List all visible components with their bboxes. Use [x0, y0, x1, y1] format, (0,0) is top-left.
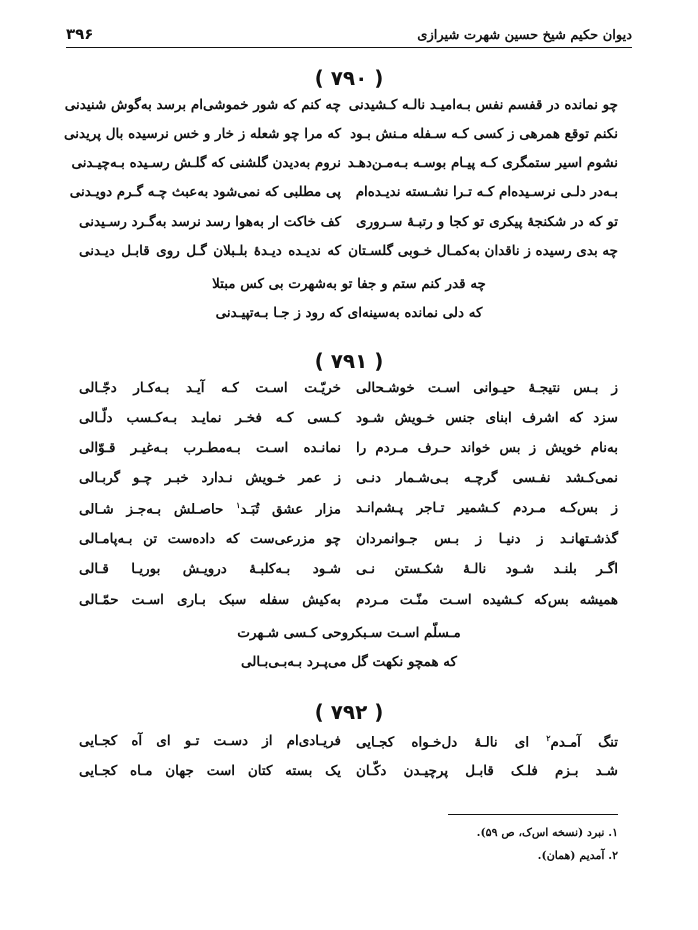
footnote: ۱. نبرد (نسخه اس‌ک، ص ۵۹).	[476, 826, 618, 839]
hemistich-first: چه بدی رسیده ز ناقدان به‌کمـال خـوبی گلسـتان	[348, 243, 618, 259]
poem-number: ( ۷۹۰ )	[314, 66, 384, 90]
running-title: دیوان حکیم شیخ حسین شهرت شیرازی	[417, 28, 632, 43]
hemistich-first: ز بـس نتیجـۀ حیـوانی اسـت خوشـحالی	[356, 380, 618, 396]
hemistich-first: به‌نام خویش ز بس خواند حـرف مـردم را	[356, 440, 618, 456]
hemistich-second: یک بسته کتان است جهان مـاه کجـایی	[79, 763, 341, 779]
closing-line: که دلی نمانده به‌سینه‌ای که رود ز جـا بـه‌تپیـدنی	[215, 305, 483, 321]
hemistich-first: نمی‌کـشد نفـسی گرچـه بـی‌شـمار دنـی	[356, 470, 618, 486]
hemistich-second: نروم به‌دیدن گلشنی که گلـش رسـیده بـه‌چیـدنی	[71, 155, 341, 171]
hemistich-first: بـه‌در دلـی نرسـیده‌ام کـه تـرا نشـسته ندیـده‌ام	[355, 184, 618, 200]
closing-line: چه قدر کنم ستم و جفا تو به‌شهرت بی کس مبتلا	[212, 276, 486, 292]
footnote-divider	[448, 814, 618, 815]
hemistich-first: تو که در شکنجۀ پیکری تو کجا و رتبـۀ سـروری	[356, 214, 618, 230]
hemistich-second: شـود بـه‌کلبـۀ درویـش بوریـا قـالی	[79, 561, 341, 577]
hemistich-first: شـد بـزم فلـک قابـل پرچیـدن دکّـان	[356, 763, 618, 779]
hemistich-first: نکنم توقع همرهی ز کسی کـه سـفله مـنش بـود	[350, 126, 618, 142]
hemistich-second: که مرا چو شعله ز خار و خس نرسیده بال پریدنی	[63, 126, 341, 142]
hemistich-second: کـسی کـه فخـر نمایـد بـه‌کـسب دلّـالی	[79, 410, 341, 426]
hemistich-second: پی مطلبی که نمی‌شود به‌عبث چـه گـرم دویـدنی	[69, 184, 341, 200]
hemistich-first: تنگ آمـدم$^۲$ ای نالـۀ دل‌خـواه کجـایی	[356, 733, 618, 751]
hemistich-first: نشوم اسیر ستمگری کـه پیـام بوسـه بـه‌مـن‌دهـد	[347, 155, 618, 171]
hemistich-second: فریـادی‌ام از دسـت تـو ای آه کجـایی	[79, 733, 341, 749]
hemistich-second: ز عمر خـویش نـدارد خبـر چـو گربـالی	[79, 470, 341, 486]
hemistich-first: اگـر بلنـد شـود نالـۀ شکـستن نـی	[356, 561, 618, 577]
hemistich-second: مزار عشق تُبَـد$^۱$ حاصـلش بـه‌جـز شـالی	[79, 500, 341, 518]
page-number: ۳۹۶	[66, 25, 94, 43]
poem-number: ( ۷۹۱ )	[314, 349, 384, 373]
hemistich-second: چو مزرعی‌ست که داده‌ست تن بـه‌پامـالی	[79, 531, 341, 547]
closing-line: که همچو نکهت گل می‌پـرد بـه‌بـی‌بـالی	[241, 654, 457, 670]
poem-number: ( ۷۹۲ )	[314, 700, 384, 724]
hemistich-first: چو نمانده در قفسم نفس بـه‌امیـد نالـه کـشیدنی	[348, 97, 618, 113]
hemistich-second: که ندیـده دیـدۀ بلـبلان گـل روی قابـل دیـدنی	[79, 243, 341, 259]
hemistich-first: سزد که اشرف ابنای جنس خـویش شـود	[356, 410, 618, 426]
hemistich-second: کف خاکت ار به‌هوا رسد نرسد به‌گـرد رسـیدنی	[79, 214, 341, 230]
footnote: ۲. آمدیم (همان).	[537, 849, 618, 862]
hemistich-second: به‌کیش سفله سبک بـاری اسـت حمّـالی	[79, 592, 341, 608]
hemistich-first: همیشه بس‌که کـشیده اسـت منّـت مـردم	[356, 592, 618, 608]
running-header	[66, 18, 632, 48]
hemistich-first: ز بس‌کـه مـردم کـشمیر تـاجر پـشم‌انـد	[356, 500, 618, 516]
closing-line: مـسلّم اسـت سـبکروحی کـسی شـهرت	[237, 625, 461, 641]
hemistich-second: خریّـت اسـت کـه آیـد بـه‌کـار دجّـالی	[79, 380, 341, 396]
hemistich-first: گذشـتهانـد ز دنیـا ز بـس جـوانمردان	[356, 531, 618, 547]
hemistich-second: چه کنم که شور خموشی‌ام برسد به‌گوش شنیدنی	[64, 97, 341, 113]
hemistich-second: نمانـده اسـت بـه‌مطـرب بـه‌غیـر قـوّالی	[79, 440, 341, 456]
